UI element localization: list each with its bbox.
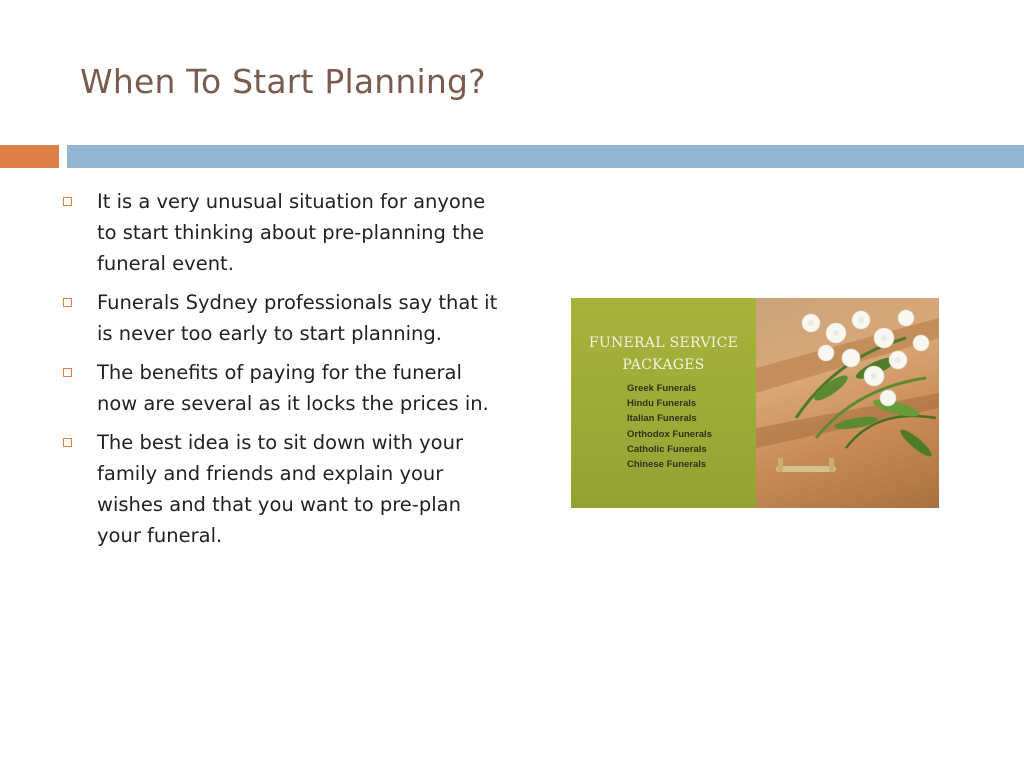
bullet-item	[62, 357, 502, 419]
bullet-text: Funerals Sydney professionals say that it is never too early to start planning.	[97, 291, 498, 345]
square-bullet-icon	[63, 368, 72, 377]
bullet-text: The best idea is to sit down with your family and friends and explain your wishes and that you want to pre-plan your funeral.	[97, 431, 463, 547]
square-bullet-icon	[63, 438, 72, 447]
square-bullet-icon	[63, 197, 72, 206]
package-item: Chinese Funerals	[627, 459, 707, 471]
slide-title: When To Start Planning?	[80, 62, 486, 101]
bullet-item	[62, 186, 502, 279]
panel-title-line: FUNERAL SERVICE	[588, 335, 739, 351]
accent-bar-blue	[67, 145, 1024, 168]
casket-flowers-illustration	[756, 298, 939, 508]
package-item: Catholic Funerals	[627, 443, 707, 455]
packages-panel-title	[571, 332, 756, 376]
bullet-item	[62, 427, 502, 551]
package-item: Hindu Funerals	[627, 398, 697, 410]
packages-list	[627, 381, 712, 472]
packages-panel	[571, 298, 756, 508]
accent-bar-orange	[0, 145, 59, 168]
square-bullet-icon	[63, 298, 72, 307]
package-item: Orthodox Funerals	[627, 428, 712, 440]
bullet-text: It is a very unusual situation for anyone to start thinking about pre-planning the funeral event.	[97, 190, 486, 275]
package-item: Greek Funerals	[627, 383, 697, 394]
funeral-packages-image	[571, 298, 939, 508]
casket-flowers-photo	[756, 298, 939, 508]
package-item: Italian Funerals	[627, 413, 697, 425]
bullet-text: The benefits of paying for the funeral now are several as it locks the prices in.	[97, 361, 489, 415]
bullet-item	[62, 287, 502, 349]
bullet-list	[62, 186, 502, 559]
panel-title-line: PACKAGES	[622, 357, 705, 373]
